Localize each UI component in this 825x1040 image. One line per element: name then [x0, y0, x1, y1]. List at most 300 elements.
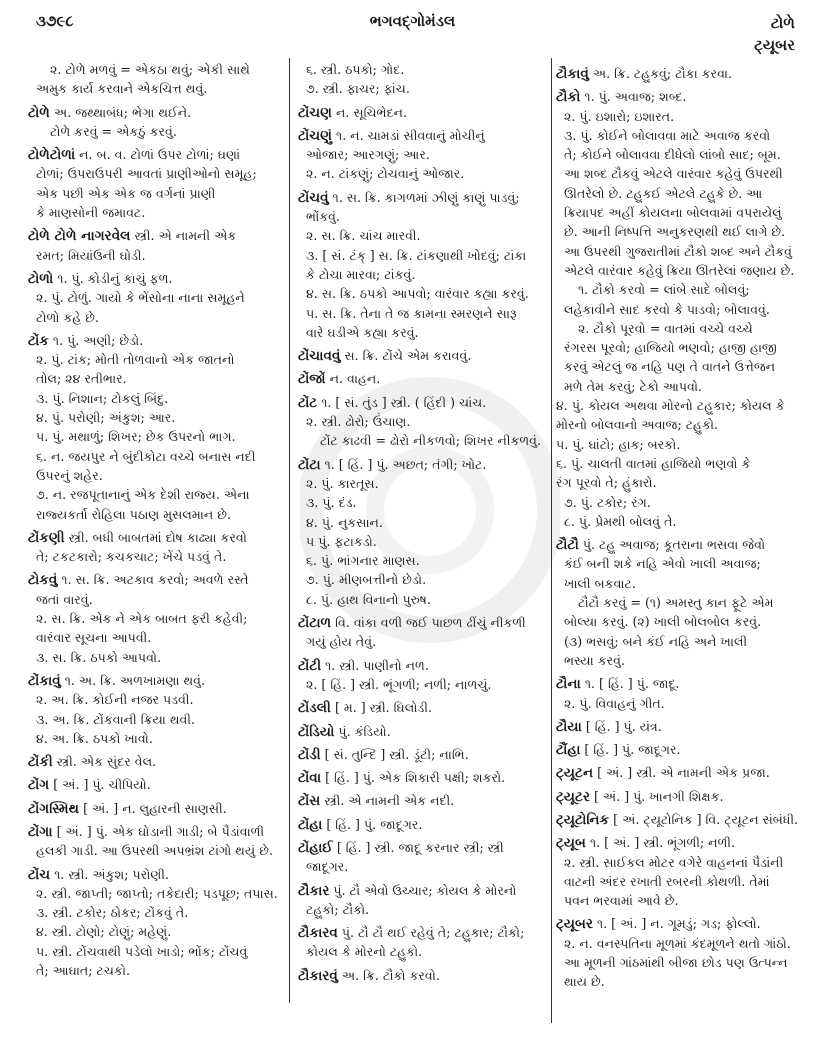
dictionary-entry-line	[298, 923, 548, 942]
definition-line	[556, 891, 814, 910]
headword: ટોંચણું	[298, 127, 333, 144]
definition-line	[28, 547, 284, 566]
guide-word-first: ટોળે	[770, 14, 795, 32]
definition-text: [ અં. ] ન. લુહારની સાણસી.	[79, 800, 227, 816]
headword: ટૌંહા	[556, 742, 581, 759]
definition-text: તે; ટકટકારો; કચકચાટ; ખેંચે પડવું તે.	[36, 549, 227, 565]
headword: ટોંસ	[298, 793, 321, 810]
definition-text: ૧. [ સં. તુંડ ] સ્ત્રી. ( હિંદી ) ચાંચ.	[317, 394, 487, 410]
definition-text: ૧. ટૌકો કરવો = લાંબે સાદે બોલવું;	[578, 282, 750, 298]
definition-line	[556, 853, 814, 872]
definition-text: ૨. અ. ક્રિ. કોઈની નજર પડવી.	[36, 692, 194, 708]
definition-line	[556, 612, 814, 631]
definition-text: પું. કંડિયો.	[334, 723, 391, 739]
dictionary-entry-line	[28, 775, 284, 794]
headword: ટૌકારવ	[298, 925, 338, 942]
dictionary-entry-line	[298, 791, 548, 810]
definition-line	[298, 551, 548, 570]
book-title: ભગવદ્ગોમંડલ	[369, 12, 456, 30]
definition-line	[28, 246, 284, 265]
column-divider	[289, 58, 290, 1003]
headword: ટોળે	[28, 104, 50, 121]
definition-line	[556, 280, 814, 299]
definition-text: તોલ; ૨૪ રતીભાર.	[36, 371, 127, 387]
definition-line	[28, 485, 284, 504]
definition-line	[28, 203, 284, 222]
dictionary-entry-line	[28, 103, 284, 122]
definition-text: લહેકાવીને સાદ કરવો કે પાડવો; બોલાવવું.	[564, 301, 770, 317]
definition-line	[298, 265, 548, 284]
definition-text: [ અં. ] પું. ચીપિયો.	[49, 777, 151, 793]
definition-text: ૧. [ હિં. ] પું. જાદૂ.	[580, 676, 680, 692]
definition-line	[556, 415, 814, 434]
definition-text: ૨. સ્ત્રી. ઢોરો; ઉંચાણ.	[306, 414, 411, 430]
definition-text: ૭. ન. રજપૂતાનાનું એક દેશી રાજ્ય. એના	[36, 487, 250, 503]
dictionary-entry-line	[298, 393, 548, 412]
definition-line	[556, 396, 814, 415]
definition-text: ૫. પું. ઘાંટો; હાક; બરકો.	[556, 436, 681, 452]
definition-line	[556, 184, 814, 203]
definition-line	[556, 126, 814, 145]
definition-text: ૧. [ અં. ] સ્ત્રી. ભૂંગળી; નળી.	[585, 835, 736, 851]
definition-text: વિ. વાંકા વળી જઈ પાછળ ઢીંચું નીકળી	[331, 615, 526, 631]
definition-text: [ અં. ટ્યૂટોનિક ] વિ. ટ્યૂટન સંબંધી.	[609, 811, 799, 827]
headword: ટોળે ટોળે નાગરવેલ	[28, 228, 131, 245]
definition-line	[28, 903, 284, 922]
definition-line	[298, 412, 548, 431]
definition-text: ટોળાં; ઉપરાઉપરી આવતાં પ્રાણીઓનો સમૂહ;	[36, 166, 257, 182]
headword: ટોંટ	[298, 394, 318, 411]
definition-text: ૧. [ અં. ] ન. ગૂમડું; ગડ; ફોલ્લો.	[593, 916, 761, 932]
definition-line	[28, 408, 284, 427]
definition-line	[556, 512, 814, 531]
definition-text: [ અં. ] પું. એક ઘોડાની ગાડી; બે પૈડાંવાળી	[52, 823, 265, 839]
headword: ટોંકાવું	[28, 672, 61, 689]
definition-line	[28, 60, 284, 79]
dictionary-entry-line	[298, 369, 548, 388]
definition-text: આ ઉપરથી ગુજરાતીમાં ટૌકો શબ્દ અને ટૌકવું	[564, 243, 792, 259]
dictionary-entry-line	[556, 787, 814, 806]
headword: ટૌટૌ	[556, 537, 579, 554]
dictionary-entry-line	[556, 717, 814, 736]
dictionary-entry-line	[556, 535, 814, 554]
headword: ટોંટા	[298, 456, 321, 473]
definition-line	[28, 609, 284, 628]
definition-line	[556, 435, 814, 454]
definition-text: ૫. પું. મથાળું; શિખર; છેક ઉપરનો ભાગ.	[36, 429, 236, 445]
dictionary-entry-line	[298, 698, 548, 717]
definition-text: આ શબ્દ ટૌકવું એટલે વારંવાર કહેવું ઉપરથી	[564, 166, 783, 182]
definition-text: વારંવાર સૂચના આપવી.	[36, 630, 152, 646]
definition-text: ૧. સ્ત્રી. પાણીનો નળ.	[321, 657, 429, 673]
headword: ટોંજોં	[298, 371, 326, 388]
headword: ટોંગ	[28, 777, 50, 794]
dictionary-entry-line	[556, 833, 814, 852]
guide-words	[754, 12, 795, 56]
definition-text: સ્ત્રી. બધી બાબતમાં દોષ કાઢ્યા કરવો	[64, 529, 247, 545]
dictionary-entry-line	[556, 810, 814, 829]
headword: ટ્યૂટન	[556, 765, 594, 782]
definition-text: ૨. સ. ક્રિ. એક ને એક બાબત ફરી કહેવી;	[36, 611, 248, 627]
definition-line	[28, 628, 284, 647]
definition-text: ૩. અ. ક્રિ. ટોંકવાની ક્રિયા થવી.	[36, 711, 195, 727]
definition-text: ૬. પું. ચાલતી વાતમાં હાજિયો ભણવો કે	[556, 455, 751, 471]
dictionary-entry-line	[28, 752, 284, 771]
dictionary-entry-line	[298, 966, 548, 985]
definition-line	[28, 648, 284, 667]
dictionary-entry-line	[28, 269, 284, 288]
definition-line	[28, 729, 284, 748]
headword: ટોંહા	[298, 816, 323, 833]
definition-line	[556, 651, 814, 670]
dictionary-column-2	[298, 60, 548, 985]
headword: ટૌયા	[556, 718, 582, 735]
definition-text: ૧. ન. ચામડાં સીવવાનું મોચીનું	[332, 127, 485, 143]
definition-text: હલકી ગાડી. આ ઉપરથી અપભ્રંશ ટાંગો થયું છે.	[36, 843, 273, 859]
definition-text: ૭. પું. મીણબત્તીનો છેડો.	[306, 572, 427, 588]
definition-line	[298, 246, 548, 265]
definition-line	[556, 377, 814, 396]
dictionary-column-3	[556, 60, 814, 992]
definition-text: (૩) ભસવું; બને કંઈ નહિ અને ખાલી	[564, 633, 748, 649]
definition-text: પું. ટૌ ટૌ થઈ રહેવું તે; ટહુકાર; ટૌકો;	[337, 925, 525, 941]
dictionary-entry-line	[298, 103, 548, 122]
definition-text: ૨. પું. ટોળું. ગાયો કે ભેંસોના નાના સમૂહને	[36, 290, 245, 306]
definition-line	[298, 226, 548, 245]
definition-line	[298, 632, 548, 651]
definition-line	[556, 632, 814, 651]
definition-text: જાદૂગર.	[306, 859, 349, 875]
definition-text: [ અં. ] સ્ત્રી. એ નામની એક પ્રજા.	[593, 765, 770, 781]
definition-text: ૪. પું. કોયલ અથવા મોરનો ટહુકાર; કોયલ કે	[556, 398, 785, 414]
dictionary-entry-line	[28, 799, 284, 818]
definition-text: કે ટોચા મારવા; ટાંકવું.	[306, 266, 416, 282]
definition-text: ૬. પું. ભાંગનાર માણસ.	[306, 553, 420, 569]
definition-text: ૪. પું. પરોણી; અંકુશ; આર.	[36, 410, 176, 426]
dictionary-entry-line	[298, 722, 548, 741]
definition-text: ૪. અ. ક્રિ. ઠપકો ખાવો.	[36, 730, 153, 746]
definition-line	[556, 203, 814, 222]
definition-line	[556, 574, 814, 593]
definition-text: ૭. સ્ત્રી. ફાચર; ફાંચ.	[306, 81, 410, 97]
dictionary-entry-line	[28, 570, 284, 589]
definition-text: ૩. સ્ત્રી. ટકોર; ઠોકર; ટોંકવું તે.	[36, 905, 189, 921]
definition-text: એટલે વારંવાર કહેવું ક્રિયા ઊતરેલાં જણાય છે.	[564, 262, 795, 278]
dictionary-entry-line	[28, 226, 284, 245]
headword: ટોંગા	[28, 823, 53, 840]
definition-text: ૬. ન. જયપુર ને બુંદીકોટા વચ્ચે બનાસ નદી	[36, 448, 256, 464]
definition-line	[556, 493, 814, 512]
definition-line	[556, 554, 814, 573]
definition-text: અમુક કાર્ય કરવાને એકચિત્ત થવું.	[36, 81, 208, 97]
definition-line	[298, 675, 548, 694]
dictionary-entry-line	[556, 64, 814, 83]
definition-text: ૩. [ સં. ટંક્ ] સ. ક્રિ. ટાંકણાથી ખોદવું; ટાંકા	[306, 247, 527, 263]
definition-line	[298, 590, 548, 609]
definition-text: રંગરસ પૂરવો; હાજિયો ભણવો; હાજી હાજી	[564, 340, 777, 356]
definition-text: અ. જથ્થાબંધ; ભેગા થઈને.	[49, 104, 192, 120]
definition-text: ૧. અ. ક્રિ. અળખામણા થવું.	[60, 672, 205, 688]
definition-text: ૨. પું. વિવાહનું ગીત.	[564, 695, 665, 711]
headword: ટોંચવું	[298, 189, 329, 206]
definition-line	[298, 79, 548, 98]
definition-text: [ હિં. ] સ્ત્રી. જાદૂ કરનાર સ્ત્રી; સ્ત્રી	[332, 839, 504, 855]
dictionary-entry-line	[556, 914, 814, 933]
definition-line	[28, 466, 284, 485]
definition-line	[28, 369, 284, 388]
headword: ટૌકાર	[298, 882, 330, 899]
dictionary-entry-line	[298, 815, 548, 834]
headword: ટોંડલી	[298, 700, 331, 717]
dictionary-entry-line	[298, 745, 548, 764]
definition-text: ૨. ન. ટાંકણું; ટોચવાનું ઓજાર.	[306, 166, 465, 182]
definition-text: પું. ટૌ એવો ઉચ્ચાર; કોયલ કે મોરનો	[329, 882, 517, 898]
definition-text: તે; કોઈને બોલાવવા દીધેલો લાંબો સાદ; બૂમ.	[564, 147, 781, 163]
dictionary-entry-line	[28, 822, 284, 841]
definition-line	[556, 242, 814, 261]
headword: ટ્યૂટર	[556, 788, 590, 805]
definition-text: સ. ક્રિ. ટોંચે એમ કરાવવું.	[340, 348, 472, 364]
definition-text: ઊતરેલો છે. ટહુકઈ એટલે ટહુકે છે. આ	[564, 185, 763, 201]
definition-line	[298, 60, 548, 79]
definition-line	[556, 872, 814, 891]
headword: ટોળો	[28, 270, 54, 287]
definition-text: [ અં. ] પું. ખાનગી શિક્ષક.	[589, 788, 724, 804]
definition-text: [ મ. ] સ્ત્રી. ઘિલોડી.	[330, 700, 432, 716]
definition-line	[556, 107, 814, 126]
definition-line	[28, 690, 284, 709]
definition-line	[298, 900, 548, 919]
definition-text: તે; આઘાત; ટચકો.	[36, 963, 130, 979]
definition-text: કરવું એટલું જ નહિ પણ તે વાતને ઉત્તેજન	[564, 359, 776, 375]
headword: ટોંટાળ	[298, 615, 332, 632]
page-number: ૩૭૯૮	[36, 12, 74, 30]
definition-text: ૨. ટૌકો પૂરવો = વાતમાં વચ્ચે વચ્ચે	[578, 320, 753, 336]
definition-text: ૧. પું. અણી; છેડો.	[48, 332, 144, 348]
definition-line	[28, 841, 284, 860]
definition-text: ટોળો કહે છે.	[36, 309, 100, 325]
definition-text: ૨. પું. ઇશારો; ઇશારત.	[564, 108, 675, 124]
definition-text: ન. વાહન.	[325, 371, 381, 387]
definition-line	[28, 389, 284, 408]
definition-line	[298, 532, 548, 551]
definition-line	[556, 934, 814, 953]
definition-line	[556, 694, 814, 713]
definition-text: ટોંટ કાઢવી = ઢોરો નીકળવો; શિખર નીકળવું.	[320, 433, 542, 449]
headword: ટૌકો	[556, 89, 581, 106]
column-divider	[551, 58, 552, 1023]
definition-text: ૩. સ. ક્રિ. ઠપકો આપવો.	[36, 649, 162, 665]
definition-line	[298, 304, 548, 323]
definition-text: ૨. સ્ત્રી. સાઈકલ મોટર વગેરે વાહનનાં પૈડાંની	[564, 854, 784, 870]
definition-text: બોલ્યા કરવું. (૨) ખાલી બોલબોલ કરવું.	[564, 614, 762, 630]
headword: ટોંગસ્મિથ	[28, 800, 80, 817]
headword: ટ્યૂબર	[556, 916, 593, 933]
dictionary-entry-line	[28, 865, 284, 884]
definition-text: ઓજાર; આરગણું; આર.	[306, 147, 430, 163]
definition-text: ગયું હોય તેવું.	[306, 634, 377, 650]
headword: ટોંડિયો	[298, 723, 335, 740]
guide-word-last: ટ્યૂબર	[754, 36, 795, 54]
definition-text: કંઈ બની શકે નહિ એવો ખાલી અવાજ;	[564, 556, 761, 572]
definition-text: ૮. પું. પ્રેમથી બોલવું તે.	[564, 513, 677, 529]
definition-line	[28, 288, 284, 307]
dictionary-entry-line	[298, 613, 548, 632]
definition-line	[556, 164, 814, 183]
definition-text: ૧. સ્ત્રી. અંકુશ; પરોણી.	[50, 866, 169, 882]
definition-text: ૩. પું. કોઈને બોલાવવા માટે અવાજ કરવો	[564, 127, 771, 143]
definition-text: ન. બ. વ. ટોળાં ઉપર ટોળાં; ઘણાં	[75, 147, 241, 163]
dictionary-entry-line	[298, 838, 548, 857]
definition-text: કોયલ કે મોરનો ટહુકો.	[306, 944, 423, 960]
definition-text: [ હિં. ] પું. જાદૂગર.	[580, 742, 681, 758]
definition-text: ટૌટૌ કરવું = (૧) અમસ્તુ કાન ફૂટે એમ	[578, 595, 774, 611]
definition-text: ૨. ન. વનસ્પતિના મૂળમાં કંદમૂળને થતો ગાંઠો.	[564, 935, 791, 951]
definition-text: ૩. પું. નિશાન; ટોકલું બિંદુ.	[36, 390, 169, 406]
definition-text: સ્ત્રી. એ નામની એક	[130, 228, 237, 244]
definition-text: ઉપરનું શહેર.	[36, 467, 103, 483]
definition-text: થાય છે.	[564, 974, 605, 990]
definition-text: ૪. સ્ત્રી. ટોણો; ટોણું; મહેણું.	[36, 924, 172, 940]
headword: ટોળેટોળાં	[28, 147, 76, 164]
dictionary-entry-line	[298, 126, 548, 145]
definition-text: [ હિં. ] પું. યંત્ર.	[581, 718, 662, 734]
dictionary-entry-line	[556, 763, 814, 782]
definition-line	[28, 505, 284, 524]
definition-line	[556, 222, 814, 241]
definition-line	[298, 570, 548, 589]
definition-line	[28, 184, 284, 203]
dictionary-entry-line	[28, 528, 284, 547]
dictionary-entry-line	[298, 768, 548, 787]
definition-text: ટોળે કરવું = એકઠું કરવું.	[50, 123, 177, 139]
headword: ટોંચાવવું	[298, 348, 341, 365]
definition-text: પું. ટહુ અવાજ; કૂતરાના ભસવા જેવો	[578, 537, 766, 553]
definition-line	[298, 431, 548, 450]
headword: ટોંહાઈ	[298, 839, 333, 856]
definition-text: રમત; મિયાંઉની ઘોડી.	[36, 247, 146, 263]
definition-text: ૪. પું. નુકસાન.	[306, 514, 383, 530]
dictionary-entry-line	[28, 145, 284, 164]
definition-line	[28, 961, 284, 980]
definition-line	[298, 857, 548, 876]
dictionary-entry-line	[28, 331, 284, 350]
definition-text: એક પછી એક એક જ વર્ગનાં પ્રાણી	[36, 185, 216, 201]
definition-text: ૧. સ. ક્રિ. અટકાવ કરવો; અવળે રસ્તે	[57, 572, 249, 588]
headword: ટોંક	[28, 332, 49, 349]
definition-text: રંગ પૂરવો તે; હુંકારો.	[556, 475, 657, 491]
dictionary-entry-line	[556, 87, 814, 106]
definition-line	[556, 953, 814, 972]
definition-line	[28, 79, 284, 98]
definition-line	[298, 942, 548, 961]
headword: ટોંકણી	[28, 529, 65, 546]
definition-text: અ. ક્રિ. ટૌકો કરવો.	[337, 967, 440, 983]
definition-text: ૧. પું. કોડીનું કાચું ફળ.	[53, 270, 173, 286]
dictionary-entry-line	[298, 656, 548, 675]
definition-text: મોરનો બોલવાનો અવાજ; ટહુકો.	[556, 417, 719, 433]
definition-line	[28, 427, 284, 446]
definition-text: ક્રિયાપદ અહીં કોયલના બોલવામાં વપરાયેલું	[564, 205, 782, 221]
definition-line	[298, 284, 548, 303]
definition-line	[556, 454, 814, 473]
definition-text: વાટની અંદર રખાતી રબરની કોથળી. તેમાં	[564, 873, 770, 889]
definition-text: ૨. [ હિં. ] સ્ત્રી. ભૂંગળી; નળી; નાળચું.	[306, 676, 492, 692]
definition-line	[556, 593, 814, 612]
dictionary-entry-line	[298, 346, 548, 365]
definition-text: પવન ભરવામાં આવે છે.	[564, 893, 679, 909]
definition-line	[28, 350, 284, 369]
headword: ટોંવા	[298, 770, 322, 787]
definition-text: ૨. પું. કારતૂસ.	[306, 475, 379, 491]
definition-text: ૭. પું. ટકોર; રંગ.	[564, 494, 651, 510]
definition-text: [ હિં. ] પું. જાદૂગર.	[322, 816, 423, 832]
definition-text: ૧. [ હિં. ] પું. અછત; તંગી; ખોટ.	[320, 456, 487, 472]
definition-text: ભોંકવું.	[306, 209, 340, 225]
definition-text: ૫. સ્ત્રી. ટોંચવાથી પડેલો ખાડો; ભોંક; ટોંચવું	[36, 943, 248, 959]
definition-text: છે. આની નિષ્પત્તિ અનુકરણથી થઈ લાગે છે.	[564, 224, 786, 240]
definition-text: [ સં. તુન્દિ ] સ્ત્રી. ડૂંટી; નાભિ.	[320, 746, 469, 762]
definition-text: સ્ત્રી. એક સુંદર વેલ.	[52, 754, 157, 770]
definition-line	[298, 145, 548, 164]
definition-text: આ મૂળની ગાંઠમાંથી બીજા છોડ પણ ઉત્પન્ન	[564, 955, 788, 971]
dictionary-entry-line	[556, 740, 814, 759]
definition-text: ૫. સ. ક્રિ. તેના તે જ કામના સ્મરણને સારૂ	[306, 305, 517, 321]
definition-text: [ હિં. ] પું. એક શિકારી પક્ષી; શકરો.	[321, 770, 506, 786]
definition-line	[28, 942, 284, 961]
definition-text: જતાં વારવું.	[36, 591, 93, 607]
definition-text: ૩. પું. દંડ.	[306, 495, 357, 511]
headword: ટોંડી	[298, 746, 321, 763]
dictionary-entry-line	[28, 671, 284, 690]
definition-text: ૬. સ્ત્રી. ઠપકો; ગોદ.	[306, 62, 405, 77]
definition-line	[298, 323, 548, 342]
headword: ટોંચણ	[298, 104, 333, 121]
definition-text: સ્ત્રી. એ નામની એક નદી.	[320, 793, 455, 809]
dictionary-entry-line	[298, 188, 548, 207]
definition-text: ૪. સ. ક્રિ. ઠપકો આપવો; વારંવાર કહ્યા કરવું.	[306, 286, 529, 302]
headword: ટ્યૂબ	[556, 835, 586, 852]
headword: ટ્યૂટોનિક	[556, 811, 610, 828]
definition-line	[298, 474, 548, 493]
definition-text: ૨. ટોળે મળવું = એકઠા થવું; એકી સાથે	[50, 62, 250, 77]
definition-line	[28, 308, 284, 327]
definition-line	[28, 447, 284, 466]
headword: ટોંચ	[28, 866, 51, 883]
definition-text: ૮. પું. હાથ વિનાનો પુરુષ.	[306, 591, 431, 607]
dictionary-entry-line	[556, 674, 814, 693]
definition-text: વારે ઘડીએ કહ્યા કરવું.	[306, 324, 419, 340]
definition-line	[556, 972, 814, 991]
definition-text: ટહુકો; ટૌકો.	[306, 901, 370, 917]
definition-line	[28, 922, 284, 941]
definition-line	[556, 145, 814, 164]
definition-text: મળે તેમ કરવું; ટેકો આપવો.	[564, 378, 703, 394]
definition-text: ૧. સ. ક્રિ. કાગળમાં ઝીણું કાણું પાડવું;	[328, 189, 520, 205]
definition-line	[28, 122, 284, 141]
headword: ટોંકી	[28, 754, 53, 771]
headword: ટૌકાવું	[556, 66, 589, 82]
definition-line	[556, 319, 814, 338]
definition-line	[28, 590, 284, 609]
definition-line	[28, 884, 284, 903]
dictionary-column-1	[28, 60, 284, 980]
definition-line	[298, 164, 548, 183]
definition-line	[556, 357, 814, 376]
dictionary-entry-line	[298, 455, 548, 474]
definition-line	[556, 300, 814, 319]
definition-line	[556, 261, 814, 280]
